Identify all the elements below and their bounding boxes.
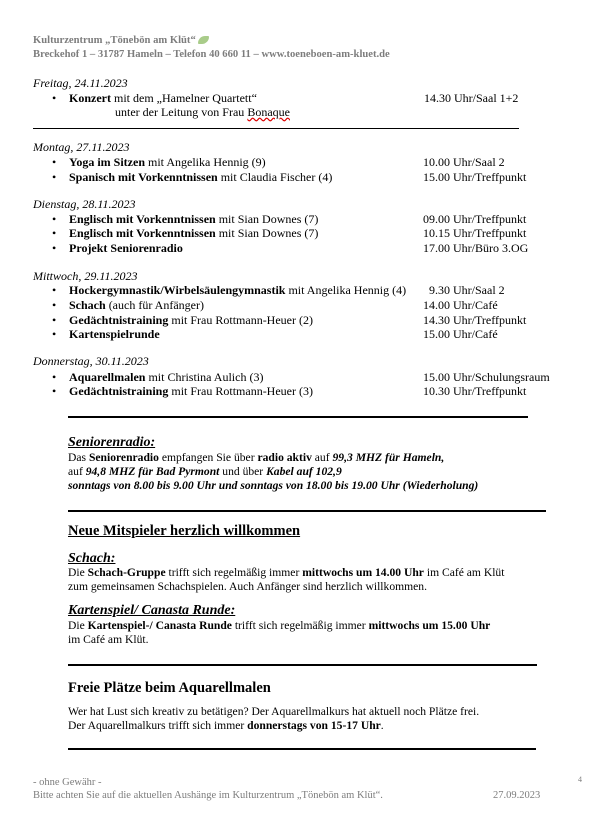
footer-disclaimer: - ohne Gewähr - xyxy=(33,777,102,788)
bullet-icon: • xyxy=(52,212,57,226)
bullet-icon: • xyxy=(52,241,57,255)
footer-notice: Bitte achten Sie auf die aktuellen Aushänge im Kulturzentrum „Tönebön am Klüt“. xyxy=(33,790,383,801)
bullet-icon: • xyxy=(52,384,57,398)
course-title: Englisch mit Vorkenntnissen xyxy=(69,212,216,226)
bullet-icon: • xyxy=(52,283,57,297)
watercolor-line2 xyxy=(68,719,384,733)
chess-line2: zum gemeinsamen Schachspielen. Auch Anfänger sind herzlich willkommen. xyxy=(68,580,427,593)
chess-text: trifft sich regelmäßig immer xyxy=(165,566,303,579)
chess-title: Schach: xyxy=(68,551,116,566)
divider xyxy=(68,510,546,512)
cards-title: Kartenspiel/ Canasta Runde: xyxy=(68,603,236,618)
watercolor-text: donnerstags von 15-17 Uhr xyxy=(247,719,381,732)
radio-text: Das xyxy=(68,451,89,464)
bullet-icon: • xyxy=(52,370,57,384)
bullet-icon: • xyxy=(52,313,57,327)
radio-text: sonntags von 8.00 bis 9.00 Uhr und sonntags von 18.00 bis 19.00 Uhr (Wiederholung) xyxy=(68,479,479,492)
cards-text: Kartenspiel-/ Canasta Runde xyxy=(87,619,232,632)
course-time: 14.00 Uhr/Café xyxy=(423,298,498,312)
course-title: Spanisch mit Vorkenntnissen xyxy=(69,170,218,184)
course-desc: mit Sian Downes (7) xyxy=(215,212,319,226)
org-name: Kulturzentrum „Tönebön am Klüt“ xyxy=(33,35,196,46)
concert-leader: unter der Leitung von Frau xyxy=(115,105,248,119)
watercolor-heading: Freie Plätze beim Aquarellmalen xyxy=(68,680,271,696)
course-desc: mit Claudia Fischer (4) xyxy=(217,170,333,184)
cards-text: Die xyxy=(68,619,88,632)
course-time: 14.30 Uhr/Treffpunkt xyxy=(423,313,527,327)
chess-text: im Café am Klüt xyxy=(423,566,505,579)
course-title: Projekt Seniorenradio xyxy=(69,241,183,255)
cards-line1 xyxy=(68,619,490,633)
page-number: 4 xyxy=(578,775,582,784)
divider xyxy=(68,664,537,666)
course-title: Gedächtnistraining xyxy=(69,384,169,398)
course-time: 10.30 Uhr/Treffpunkt xyxy=(423,384,527,398)
radio-title: Seniorenradio: xyxy=(68,435,156,450)
watercolor-line1: Wer hat Lust sich kreativ zu betätigen? Der Aquarellmalkurs hat aktuell noch Plätze frei. xyxy=(68,705,480,718)
concert-desc: mit dem „Hamelner Quartett“ xyxy=(110,91,257,105)
chess-text: Schach-Gruppe xyxy=(87,566,166,579)
course-desc: mit Angelika Hennig (9) xyxy=(145,155,266,169)
course-time: 15.00 Uhr/Schulungsraum xyxy=(423,370,550,384)
course-desc: mit Sian Downes (7) xyxy=(215,226,319,240)
divider xyxy=(33,128,519,129)
cards-line2: im Café am Klüt. xyxy=(68,633,149,646)
cards-text: trifft sich regelmäßig immer xyxy=(231,619,369,632)
radio-text: radio aktiv xyxy=(257,451,312,464)
course-time: 9.30 Uhr/Saal 2 xyxy=(429,283,505,297)
header-org xyxy=(33,35,209,46)
course-time: 10.15 Uhr/Treffpunkt xyxy=(423,226,527,240)
bullet-icon: • xyxy=(52,155,57,169)
players-heading: Neue Mitspieler herzlich willkommen xyxy=(68,523,301,539)
course-title: Hockergymnastik/Wirbelsäulengymnastik xyxy=(69,283,286,297)
course-time: 15.00 Uhr/Café xyxy=(423,327,498,341)
course-time: 10.00 Uhr/Saal 2 xyxy=(423,155,505,169)
day-thursday: Donnerstag, 30.11.2023 xyxy=(33,354,149,368)
cards-text: mittwochs um 15.00 Uhr xyxy=(368,619,491,632)
divider xyxy=(68,416,528,418)
watercolor-text: Der Aquarellmalkurs trifft sich immer xyxy=(68,719,248,732)
footer-date: 27.09.2023 xyxy=(493,790,541,801)
radio-text: empfangen Sie über xyxy=(158,451,258,464)
radio-text: und über xyxy=(219,465,267,478)
day-wednesday: Mittwoch, 29.11.2023 xyxy=(33,269,138,283)
course-desc: mit Frau Rottmann-Heuer (3) xyxy=(168,384,313,398)
radio-text: Kabel auf 102,9 xyxy=(266,465,342,478)
chess-text: Die xyxy=(68,566,88,579)
radio-line3 xyxy=(68,479,478,493)
chess-line1 xyxy=(68,566,504,580)
course-time: 15.00 Uhr/Treffpunkt xyxy=(423,170,527,184)
concert-leader-name: Bonaque xyxy=(247,105,290,119)
watercolor-text: . xyxy=(380,719,384,732)
day-monday: Montag, 27.11.2023 xyxy=(33,140,130,154)
divider xyxy=(68,748,536,750)
course-title: Gedächtnistraining xyxy=(69,313,169,327)
concert-title: Konzert xyxy=(69,91,111,105)
course-title: Englisch mit Vorkenntnissen xyxy=(69,226,216,240)
day-tuesday: Dienstag, 28.11.2023 xyxy=(33,197,136,211)
radio-text: auf xyxy=(68,465,86,478)
course-title: Aquarellmalen xyxy=(69,370,146,384)
header-address: Breckehof 1 – 31787 Hameln – Telefon 40 660 11 – www.toeneboen-am-kluet.de xyxy=(33,49,390,60)
bullet-icon: • xyxy=(52,327,57,341)
course-desc: mit Christina Aulich (3) xyxy=(145,370,264,384)
radio-text: 99,3 MHZ für Hameln, xyxy=(332,451,445,464)
radio-line1 xyxy=(68,451,444,465)
course-desc: mit Angelika Hennig (4) xyxy=(285,283,407,297)
course-title: Schach xyxy=(69,298,106,312)
bullet-icon: • xyxy=(52,226,57,240)
day-friday: Freitag, 24.11.2023 xyxy=(33,76,128,90)
radio-text: Seniorenradio xyxy=(88,451,159,464)
course-time: 17.00 Uhr/Büro 3.OG xyxy=(423,241,529,255)
bullet-icon: • xyxy=(52,298,57,312)
concert-time: 14.30 Uhr/Saal 1+2 xyxy=(424,91,519,105)
bullet-icon: • xyxy=(52,170,57,184)
course-desc: mit Frau Rottmann-Heuer (2) xyxy=(168,313,313,327)
radio-text: 94,8 MHZ für Bad Pyrmont xyxy=(85,465,220,478)
course-title: Yoga im Sitzen xyxy=(69,155,145,169)
concert-line2 xyxy=(115,105,290,120)
radio-text: auf xyxy=(311,451,333,464)
course-time: 09.00 Uhr/Treffpunkt xyxy=(423,212,527,226)
leaf-logo-icon xyxy=(198,36,209,44)
radio-line2 xyxy=(68,465,342,479)
chess-text: mittwochs um 14.00 Uhr xyxy=(302,566,424,579)
course-desc: (auch für Anfänger) xyxy=(105,298,204,312)
bullet-icon: • xyxy=(52,91,57,105)
course-title: Kartenspielrunde xyxy=(69,327,160,341)
